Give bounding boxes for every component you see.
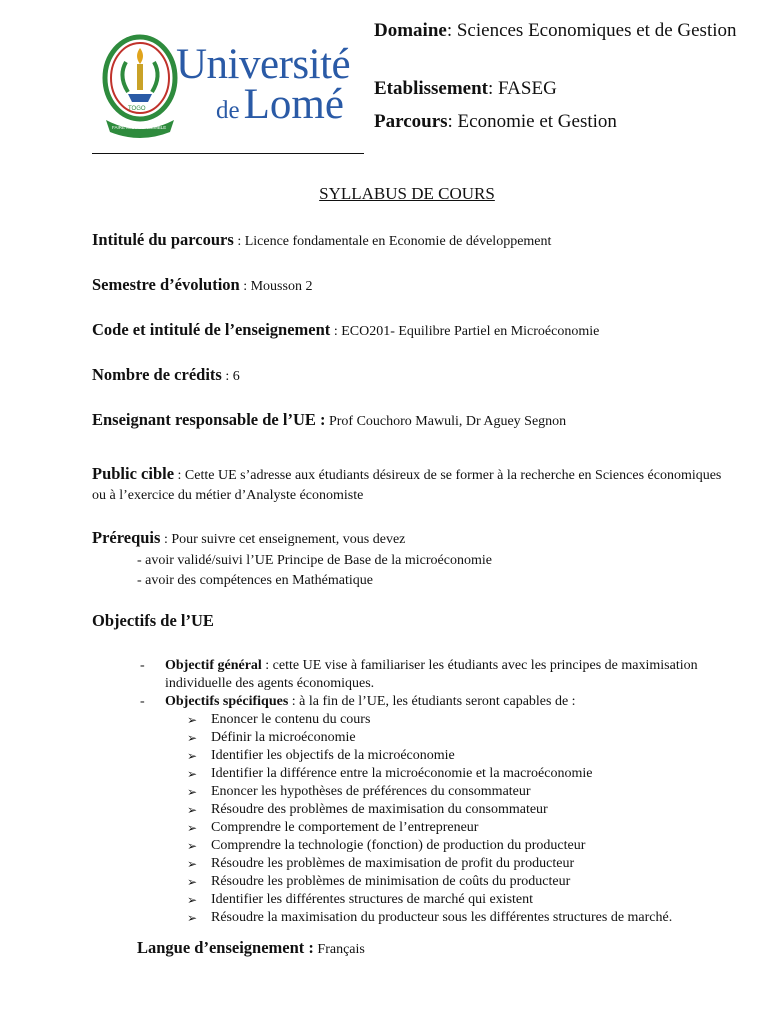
domaine-label: Domaine (374, 20, 447, 41)
objectifs-specifiques-value: : à la fin de l’UE, les étudiants seront capables de : (288, 694, 576, 709)
list-item: ➢ Enoncer le contenu du cours (187, 711, 672, 729)
langue-label: Langue d’enseignement : (137, 938, 314, 957)
field-credits (92, 365, 732, 387)
logo-name-line2 (216, 80, 344, 129)
prerequis-item: - avoir des compétences en Mathématique (137, 573, 373, 588)
list-dash: - (140, 658, 145, 673)
semestre-value: : Mousson 2 (239, 279, 313, 294)
intitule-value: : Licence fondamentale en Economie de développement (233, 234, 552, 249)
header-domaine (374, 19, 744, 42)
logo-name-line1: Université (176, 41, 351, 88)
etablissement-label: Etablissement (374, 78, 488, 99)
field-semestre (92, 275, 732, 297)
public-value: : Cette UE s’adresse aux étudiants désireux de se former à la recherche en Sciences économiques ou à l’exercice du métier d’Analyste économiste (92, 468, 722, 503)
field-public-cible (92, 464, 732, 506)
field-code (92, 320, 732, 342)
list-item: ➢ Résoudre des problèmes de maximisation du consommateur (187, 801, 672, 819)
etablissement-value: : FASEG (488, 78, 557, 99)
objectif-general (140, 657, 730, 693)
list-item: ➢ Enoncer les hypothèses de préférences du consommateur (187, 783, 672, 801)
enseignant-value: Prof Couchoro Mawuli, Dr Aguey Segnon (325, 414, 567, 429)
seal-motto: TOGO (128, 106, 146, 112)
objectifs-heading: Objectifs de l’UE (92, 611, 214, 630)
objectifs-specifiques-label: Objectifs spécifiques (165, 694, 289, 709)
specific-objectives-list (187, 711, 672, 927)
header-divider (92, 153, 364, 154)
semestre-label: Semestre d’évolution (92, 275, 240, 294)
code-label: Code et intitulé de l’enseignement (92, 320, 331, 339)
langue-value: Français (313, 942, 365, 957)
parcours-label: Parcours (374, 111, 448, 132)
intitule-label: Intitulé du parcours (92, 230, 234, 249)
list-item: ➢ Résoudre les problèmes de maximisation de profit du producteur (187, 855, 672, 873)
enseignant-label: Enseignant responsable de l’UE : (92, 410, 326, 429)
list-item: ➢ Résoudre la maximisation du producteur sous les différentes structures de marché. (187, 909, 672, 927)
list-item: ➢ Identifier les différentes structures de marché qui existent (187, 891, 672, 909)
document-title-text: SYLLABUS DE COURS (319, 184, 495, 203)
list-item: ➢ Comprendre la technologie (fonction) de production du producteur (187, 837, 672, 855)
field-prerequis (92, 528, 732, 550)
prerequis-label: Prérequis (92, 528, 161, 547)
list-item: ➢ Comprendre le comportement de l’entrepreneur (187, 819, 672, 837)
domaine-value: : Sciences Economiques et de Gestion (446, 20, 737, 41)
prerequis-value: : Pour suivre cet enseignement, vous devez (160, 532, 406, 547)
field-intitule (92, 230, 732, 252)
credits-value: : 6 (221, 369, 240, 384)
university-seal-icon (100, 34, 180, 138)
objectifs-specifiques (140, 693, 730, 711)
header-parcours (374, 110, 744, 133)
header-etablissement (374, 77, 744, 100)
list-item: ➢ Définir la microéconomie (187, 729, 672, 747)
code-value: : ECO201- Equilibre Partiel en Microéconomie (330, 324, 600, 339)
logo-name-lome: Lomé (243, 81, 344, 128)
field-langue (137, 938, 768, 960)
list-dash: - (140, 694, 145, 709)
logo-name-de: de (216, 97, 240, 124)
document-title (0, 184, 768, 204)
objectif-general-value: : cette UE vise à familiariser les étudiants avec les principes de maximisation individuelle des agents économiques. (165, 658, 698, 691)
objectifs-section (92, 611, 732, 633)
parcours-value: : Economie et Gestion (447, 111, 617, 132)
objectif-general-label: Objectif général (165, 658, 262, 673)
list-item: ➢ Résoudre les problèmes de minimisation de coûts du producteur (187, 873, 672, 891)
list-item: ➢ Identifier la différence entre la microéconomie et la macroéconomie (187, 765, 672, 783)
credits-label: Nombre de crédits (92, 365, 222, 384)
seal-ribbon-text: FAIRE MIEUX ENSEMBLE (112, 125, 167, 130)
prerequis-item: - avoir validé/suivi l’UE Principe de Base de la microéconomie (137, 553, 492, 568)
field-enseignant (92, 410, 732, 432)
list-item: ➢ Identifier les objectifs de la microéconomie (187, 747, 672, 765)
public-label: Public cible (92, 464, 175, 483)
